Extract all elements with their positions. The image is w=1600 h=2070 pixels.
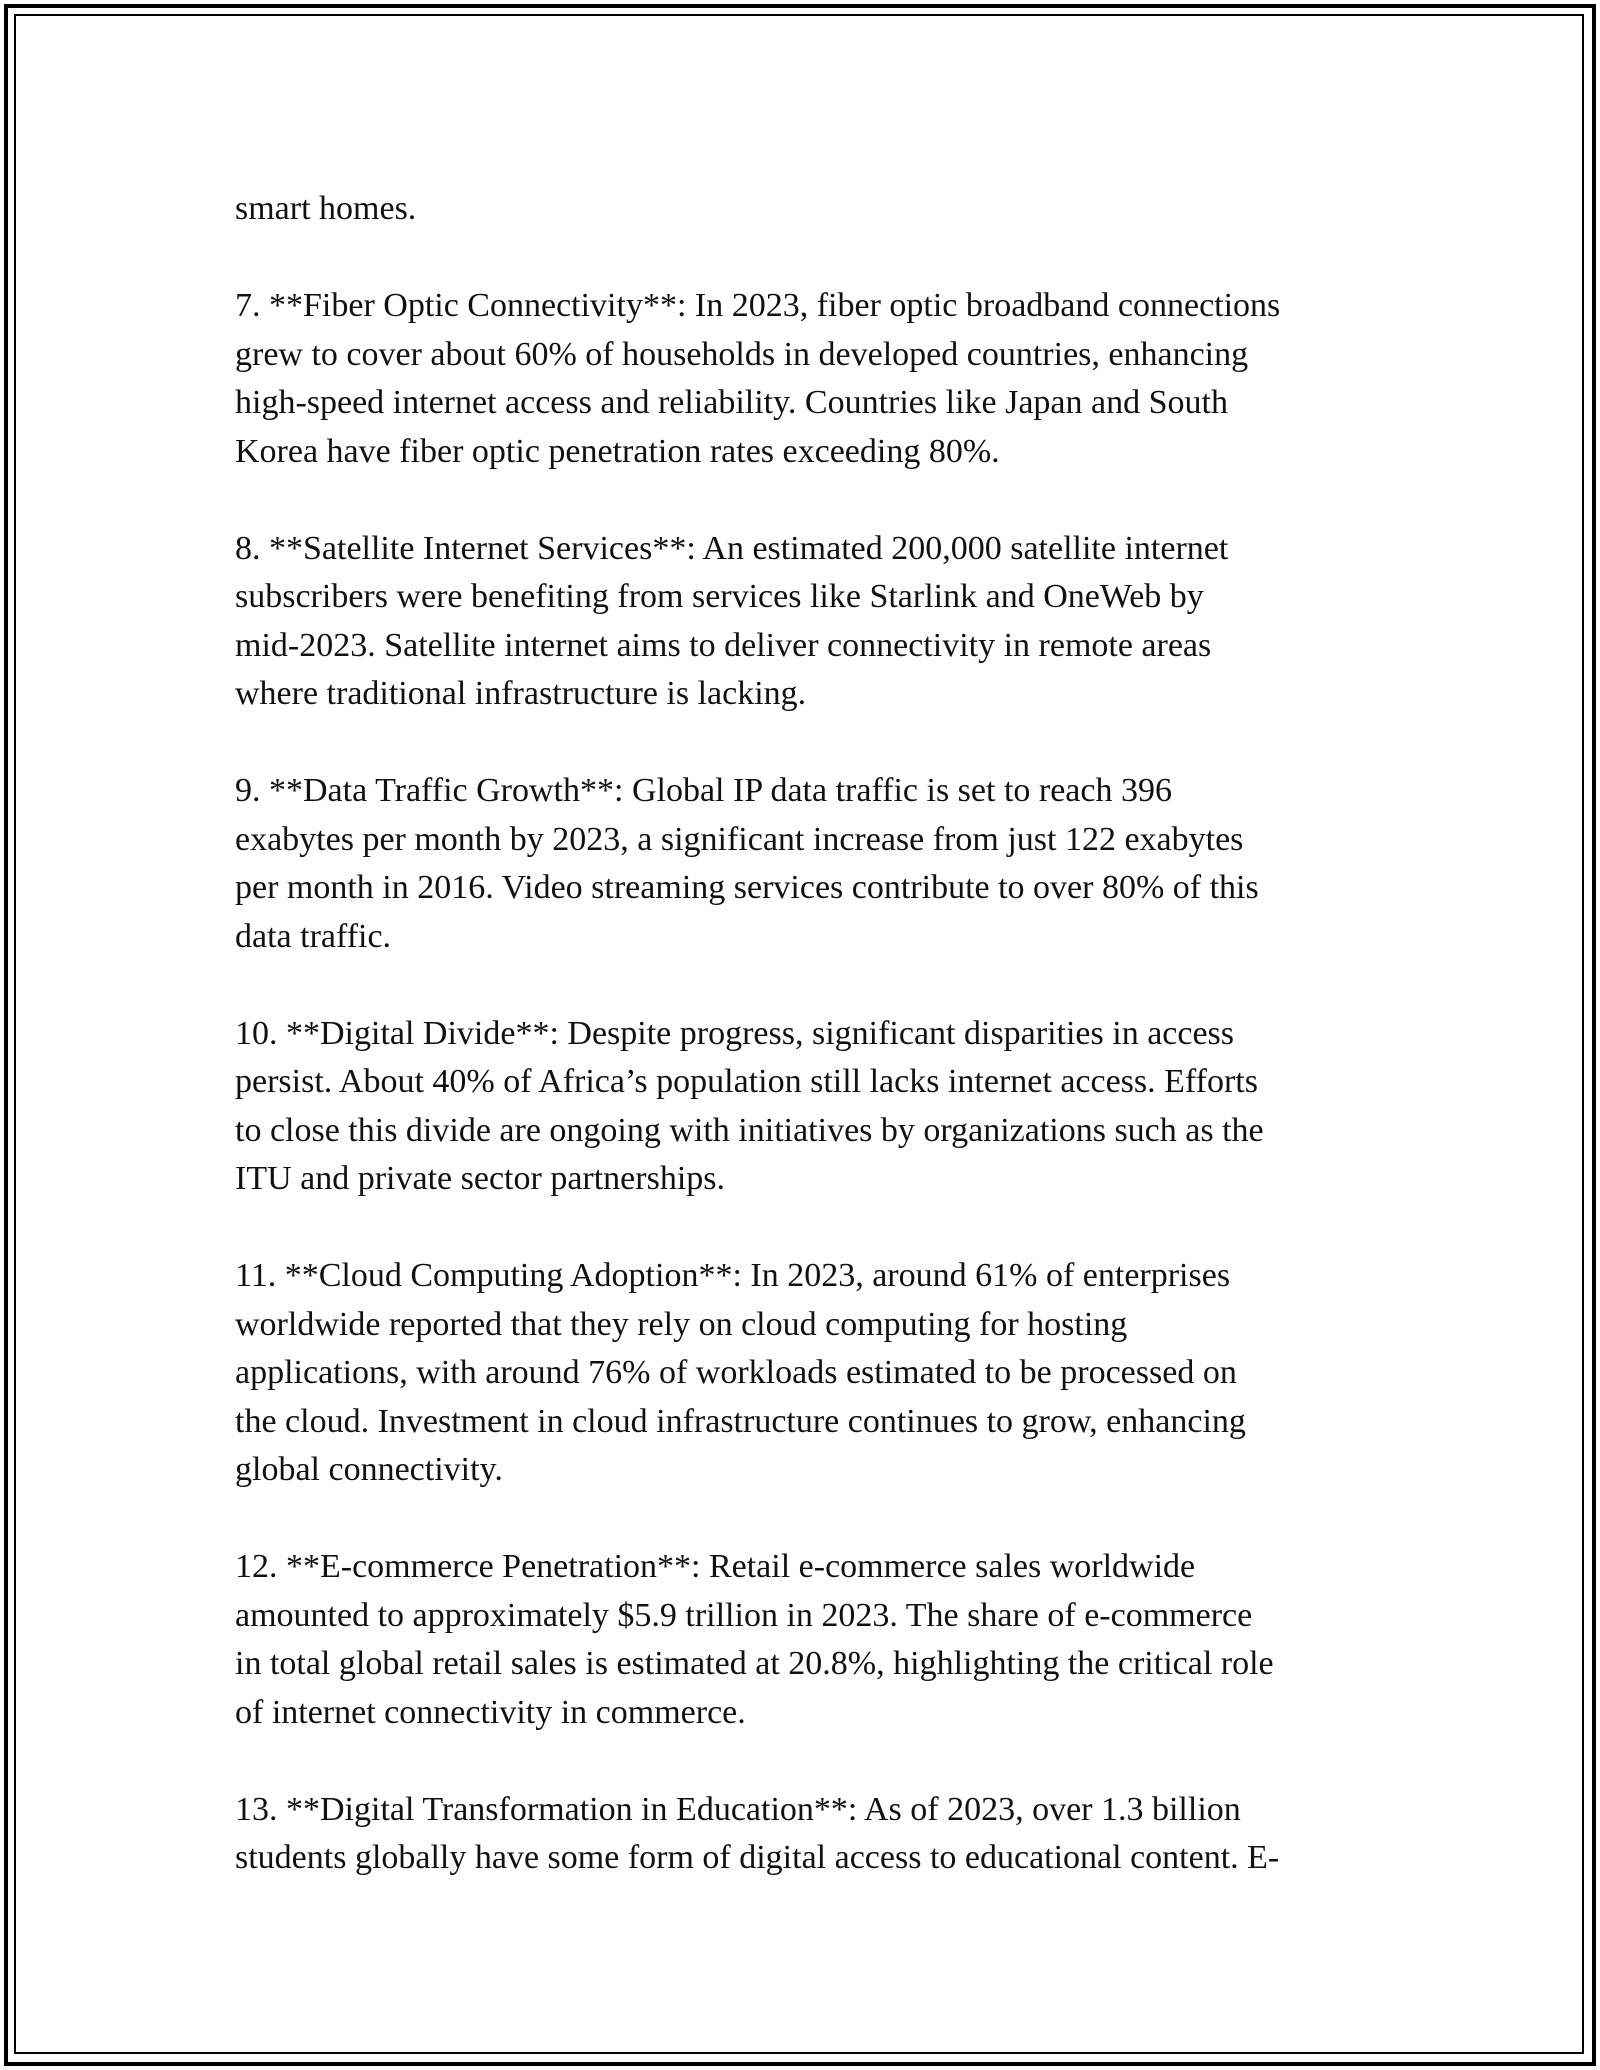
document-body — [235, 185, 1395, 1883]
paragraph-ecommerce — [235, 1543, 1395, 1737]
text-line: 7. **Fiber Optic Connectivity**: In 2023, fiber optic broadband connections — [235, 287, 1281, 324]
paragraph-fiber-optic — [235, 282, 1395, 476]
paragraph-digital-divide — [235, 1010, 1395, 1204]
text-line: data traffic. — [235, 917, 392, 955]
paragraph-continuation — [235, 185, 1395, 234]
paragraph-satellite-internet — [235, 525, 1395, 719]
text-line: global connectivity. — [235, 1451, 503, 1488]
text-line: grew to cover about 60% of households in developed countries, enhancing — [235, 335, 1249, 373]
text-line: ITU and private sector partnerships. — [235, 1160, 725, 1197]
text-line: 13. **Digital Transformation in Education**: As of 2023, over 1.3 billion — [235, 1790, 1241, 1828]
text-line: amounted to approximately $5.9 trillion in 2023. The share of e-commerce — [235, 1596, 1253, 1634]
paragraph-cloud-computing — [235, 1252, 1395, 1495]
text-line: 9. **Data Traffic Growth**: Global IP data traffic is set to reach 396 — [235, 772, 1172, 809]
text-line: the cloud. Investment in cloud infrastructure continues to grow, enhancing — [235, 1402, 1246, 1440]
text-line: mid-2023. Satellite internet aims to deliver connectivity in remote areas — [235, 626, 1212, 664]
text-line: smart homes. — [235, 190, 417, 227]
text-line: students globally have some form of digital access to educational content. E- — [235, 1839, 1280, 1876]
text-line: 12. **E-commerce Penetration**: Retail e-commerce sales worldwide — [235, 1548, 1196, 1585]
paragraph-data-traffic — [235, 767, 1395, 961]
text-line: subscribers were benefiting from services like Starlink and OneWeb by — [235, 578, 1204, 615]
text-line: of internet connectivity in commerce. — [235, 1693, 746, 1731]
text-line: 11. **Cloud Computing Adoption**: In 2023, around 61% of enterprises — [235, 1257, 1231, 1294]
text-line: exabytes per month by 2023, a significant increase from just 122 exabytes — [235, 820, 1244, 858]
text-line: applications, with around 76% of workloads estimated to be processed on — [235, 1354, 1237, 1391]
text-line: high-speed internet access and reliability. Countries like Japan and South — [235, 384, 1228, 421]
text-line: where traditional infrastructure is lacking. — [235, 675, 807, 712]
text-line: to close this divide are ongoing with initiatives by organizations such as the — [235, 1111, 1264, 1149]
text-line: worldwide reported that they rely on cloud computing for hosting — [235, 1305, 1128, 1343]
text-line: per month in 2016. Video streaming services contribute to over 80% of this — [235, 869, 1259, 906]
text-line: Korea have fiber optic penetration rates exceeding 80%. — [235, 432, 1000, 470]
text-line: persist. About 40% of Africa’s population still lacks internet access. Efforts — [235, 1063, 1258, 1100]
paragraph-education — [235, 1786, 1395, 1883]
text-line: 8. **Satellite Internet Services**: An estimated 200,000 satellite internet — [235, 529, 1229, 567]
text-line: 10. **Digital Divide**: Despite progress, significant disparities in access — [235, 1014, 1235, 1052]
text-line: in total global retail sales is estimated at 20.8%, highlighting the critical role — [235, 1645, 1274, 1682]
